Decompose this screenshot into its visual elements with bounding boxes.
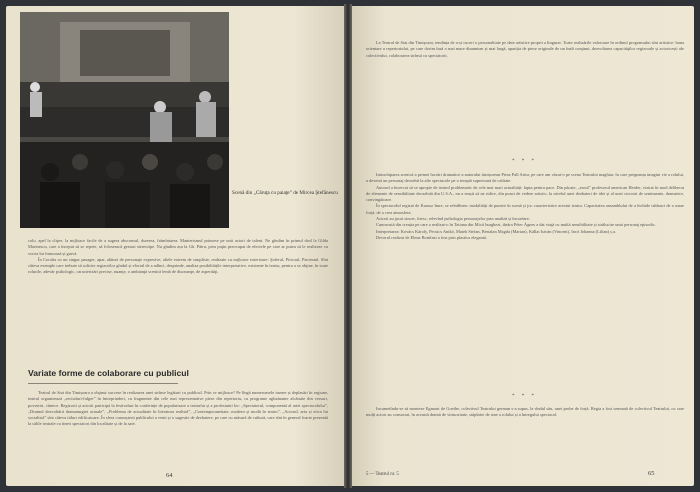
right-page	[352, 6, 694, 486]
section-heading: Variate forme de colaborare cu publicul	[28, 368, 189, 378]
book-gutter	[344, 4, 352, 488]
left-page	[6, 6, 344, 486]
left-column-bottom	[28, 390, 328, 428]
page-number-right: 65	[648, 470, 655, 477]
paragraph: Incumetîndu-se să monteze Egmont de Goethe, colectivul Teatrului german s-a supus, la rîndul său, unei probe de forță. Regia a fost semnată de colectivul Teatrului, cu care mulți actori au consacrat, în această dramă de virtuozitate, stăpînire de sine a rolului și a întregului spectacol.	[366, 406, 684, 418]
right-column	[366, 40, 684, 59]
paragraph: La Teatrul de Stat din Timișoara, tendința de a-și cuceri o personalitate pe date artistice proprii a lingurat. Toate realizările valoroase în ordinul programului sînt artistice: buna orientare a repertoriului, pe care dorim însă o mai mare dinamism și mai largă, apariția de piese originale de un înalt conţinut, dezvoltarea capacităţilor regizorale și actoricești ale colectivului, colaborarea strînsă cu spectatorii.	[366, 40, 684, 58]
paragraph: Teatrul de Stat din Timișoara a obţinut succese în realizarea unei strînse legături cu publicul. Prin ce mijloace? Pe lîngă numeroasele turnee și deplasări în regiune, teatrul organizează „recitaluri-fulger” în întreprinderi, cu fragmente din cele mai reprezentative piese din repertoriu, cu programe aglutinante alcătuite din versuri, povestiri, cîntece. Regizorii și actorii participă la festivaluri în conferințe de popularizare a teatrului și a profesiunii lor: „Spectatorul, componentă al artei spectacolului”, „Drumul dezvoltării dramaturgiei actuale”, „Problema de actualitate în literatura realistă”, „Contemporaneitate, modern și modă în teatru”, „Actorul, arta și etica lui socialistă” sînt câteva titluri edificatoare. În sfera cunoașterii publicului a venit și o sugestie de dezbatere, pe care cu măsură de cultură, care sînt în general foarte prezentă la sălile teatrale cu tineri spectatori din localitate și de la sate.	[28, 390, 328, 427]
photo-caption: Scenă din „Căruţa cu paiaţe” de Mircea Ştefănescu	[232, 190, 338, 196]
page-number-left: 64	[166, 472, 173, 479]
left-column-top	[28, 238, 328, 276]
paragraph: Actorii au jucat sincer, firesc, relevînd psihologia personajelor prin analiză și încordare.	[376, 216, 530, 222]
paragraph: Interpretarea: Kovács Károly, Pecsics Anikó, Matek Stefan, Bertalan Magda (Marian), Kállai István (Vincent), Incó Johanna (Lilian) ș.a.	[376, 228, 616, 234]
paragraph: În Coralia cu un singur pasager, apar, alături de personaje expresive, altele extrem de simpliste, realizate cu mijloace exterioare: Şoferul, Pictorul, Pacientul. Sînt câteva exemple care trebuie să solicite regizorilor gîndul și efortul de a adînci, desprinde, analiza posibilitățile interpretative, existente în teatru, pentru a se obţine, în toate rolurile, adevăr psihologic, caracterizări precise, nuanţe, o ambianţă scenică lentă de disonanţe, de asperităţi.	[28, 256, 328, 275]
theatre-scene-image	[20, 12, 229, 228]
paragraph: Intruchiparea scenică a primei lucrări dramatice a autorului timișorean Piesz Pall Artur, pe care am văzut-o pe scena Teatrului maghiar, în care pregnanța imagini vie a rolului, a devenit un personaj deosebit la alte spectacole pe o treaptă superioară de calitate.	[366, 172, 684, 184]
paragraph: Autorul a încercat să se apropie de teatrul problematic de cele mai mari actualități: lupta pentru pace. Din păcate, „eroul” profesorul american Herder, vizitat în mod deliberat de elemente de sensibilitate deosebită din U.S.A., nu a reușit să ne ridice, din punct de vedere artistic, la nivelul unei dezbateri de idei și al unei ciocniri de sentimente, dramatice, convingătoare.	[366, 184, 684, 203]
paragraph: colo, apel la clişee, la mijloace facile de a sugera absconsul, durerea, frămîntarea. Manierismul prinsese pe unii actori de talent. Ne gîndim în primul rînd la Gilda Marinescu, care a început să se repete, să folosească gesturi stereotipe. Nu gîndim așa la Gh. Pătru, prea puţin preocupat de efectele pe care ar putea să le realizeze cu vocea lui frumoasă și gravă.	[28, 238, 328, 256]
section-separator: * * *	[512, 159, 537, 164]
right-column	[366, 172, 684, 241]
footer-signature: 5 — Teatrul nr. 5	[366, 472, 399, 477]
paragraph: Decorul realizat de Elena Bonifazi a fost prin plastica elegantă.	[376, 234, 487, 240]
section-separator: * * *	[512, 394, 537, 399]
stage-photo	[20, 12, 229, 228]
paragraph: În spectacolul regizat de Krausz Imre, se reîntîlnesc modalități de punere în scenă și joc caracteristice acestui teatru. Capacitatea ansamblului de a închide tablouri de o mare forță, de a crea atmosfera.	[366, 203, 684, 215]
paragraph: Cunoscută din creația pe care a realizat-o în Tatiana din Micii burghezi, tînăra Péter Ágnes a dat viaţă cu multă sensibilitate și strălucire unui personaj episodic.	[376, 222, 656, 228]
heading-rule	[28, 383, 178, 384]
right-column	[366, 406, 684, 419]
